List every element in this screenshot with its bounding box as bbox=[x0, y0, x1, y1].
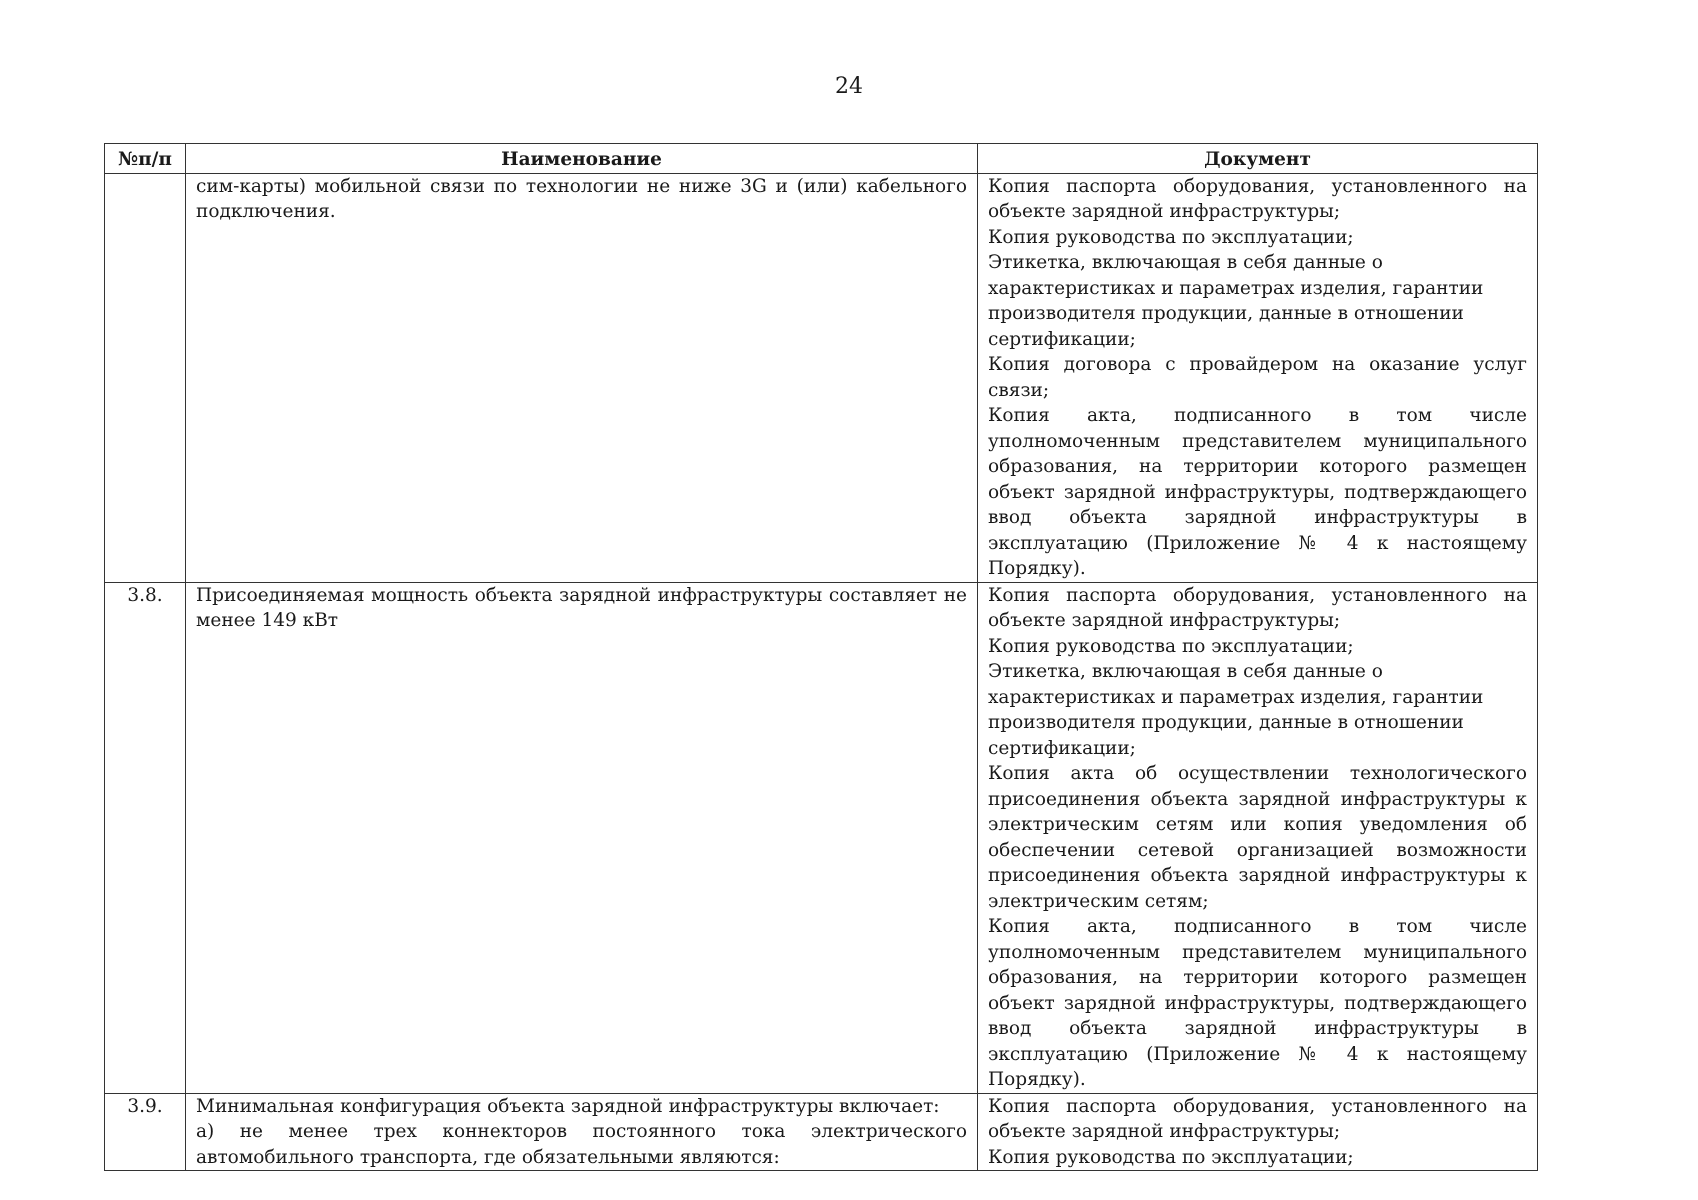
header-num: №п/п bbox=[105, 144, 186, 174]
document-item: Копия паспорта оборудования, установленного на объекте зарядной инфраструктуры; bbox=[988, 175, 1527, 222]
document-item: Этикетка, включающая в себя данные о bbox=[988, 661, 1383, 682]
document-item: Копия акта, подписанного в том числе уполномоченным представителем муниципального образования, на территории которого размещен объект зарядной инфраструктуры, подтверждающего ввод объекта зарядной инфраструктуры в эксплуатацию (Приложение № 4 к настоящему Порядку). bbox=[988, 916, 1527, 1090]
document-item: Копия руководства по эксплуатации; bbox=[988, 226, 1354, 248]
document-item: сертификации; bbox=[988, 328, 1136, 350]
document-item: характеристиках и параметрах изделия, гарантии bbox=[988, 686, 1484, 708]
row-documents bbox=[978, 1093, 1538, 1171]
row-name: Присоединяемая мощность объекта зарядной инфраструктуры составляет не менее 149 кВт bbox=[186, 582, 978, 1093]
row-name-line: а) не менее трех коннекторов постоянного тока электрического автомобильного транспорта, где обязательными являются: bbox=[196, 1121, 967, 1168]
header-name: Наименование bbox=[186, 144, 978, 174]
row-documents bbox=[978, 173, 1538, 582]
document-item: Копия акта, подписанного в том числе уполномоченным представителем муниципального образования, на территории которого размещен объект зарядной инфраструктуры, подтверждающего ввод объекта зарядной инфраструктуры в эксплуатацию (Приложение № 4 к настоящему Порядку). bbox=[988, 405, 1527, 579]
header-document: Документ bbox=[978, 144, 1538, 174]
document-item: Копия паспорта оборудования, установленного на объекте зарядной инфраструктуры; bbox=[988, 1095, 1527, 1142]
document-item: Копия руководства по эксплуатации; bbox=[988, 635, 1354, 657]
table-row bbox=[105, 173, 1538, 582]
row-documents bbox=[978, 582, 1538, 1093]
row-num: 3.9. bbox=[105, 1093, 186, 1171]
document-item: сертификации; bbox=[988, 737, 1136, 759]
document-item: производителя продукции, данные в отношении bbox=[988, 303, 1464, 324]
document-item: Копия договора с провайдером на оказание услуг связи; bbox=[988, 354, 1527, 401]
row-name bbox=[186, 1093, 978, 1171]
row-name: сим-карты) мобильной связи по технологии не ниже 3G и (или) кабельного подключения. bbox=[186, 173, 978, 582]
document-item: Копия паспорта оборудования, установленного на объекте зарядной инфраструктуры; bbox=[988, 584, 1527, 631]
row-name-line: Минимальная конфигурация объекта зарядной инфраструктуры включает: bbox=[196, 1095, 940, 1117]
document-item: Копия акта об осуществлении технологического присоединения объекта зарядной инфраструктуры к электрическим сетям или копия уведомления об обеспечении сетевой организацией возможности присоединения объекта зарядной инфраструктуры к электрическим сетям; bbox=[988, 763, 1527, 912]
table-row bbox=[105, 582, 1538, 1093]
document-item: Копия руководства по эксплуатации; bbox=[988, 1146, 1354, 1168]
requirements-table bbox=[104, 143, 1538, 1171]
page-number: 24 bbox=[835, 74, 863, 99]
table-header-row bbox=[105, 144, 1538, 174]
row-num: 3.8. bbox=[105, 582, 186, 1093]
document-item: характеристиках и параметрах изделия, гарантии bbox=[988, 277, 1484, 299]
row-num bbox=[105, 173, 186, 582]
table-row bbox=[105, 1093, 1538, 1171]
document-item: производителя продукции, данные в отношении bbox=[988, 712, 1464, 733]
document-item: Этикетка, включающая в себя данные о bbox=[988, 252, 1383, 273]
